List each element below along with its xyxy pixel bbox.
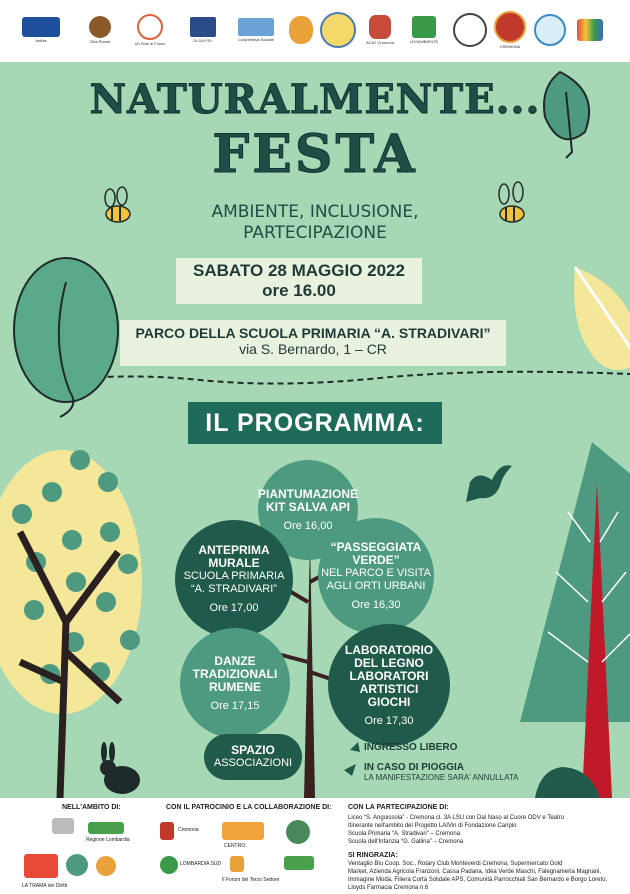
partner-logo-a [66,854,88,876]
date-box [176,258,422,304]
entry-info: INGRESSO LIBERO [364,742,458,753]
subtitle [0,202,630,244]
sponsor-logo-strip [0,0,630,62]
bunny-icon [100,742,140,794]
kite-logo [572,10,608,50]
event-date: SABATO 28 MAGGIO 2022 [193,261,405,280]
participants-list: Liceo “S. Anguissola” - Cremona cl. 3A LSU con Dal Naso al Cuore ODV e Teatro Itinerante nell'ambito del Progetto LAIVin di Fondazione Cariplo Scuola Primaria “A. Stradivari” – Cremona Scuola dell'Infanzia “G. Gallina” – Cremona [348,815,564,845]
di-dapsi-logo: DI.DA.PSI. [180,10,226,50]
place-box [120,320,506,366]
title-line-1: NATURALMENTE... [89,76,541,123]
event-bubble-dances: DANZE TRADIZIONALI RUMENE Ore 17,15 [180,628,290,738]
cooperativa-logo: Cooperativa Sociale [232,10,280,50]
event-bubble-workshops: LABORATORIO DEL LEGNO LABORATORI ARTISTICI GIOCHI Ore 17,30 [328,624,450,746]
bee-logo [286,10,316,50]
event-bubble-mural: ANTEPRIMA MURALE SCUOLA PRIMARIA “A. STRADIVARI” Ore 17,00 [175,520,293,638]
title-line-2: FESTA [212,124,418,185]
circle-logo-1 [320,10,356,50]
acat-logo: ACAT Cremona [360,10,400,50]
footer-participation-title: CON LA PARTECIPAZIONE DI: [348,804,449,811]
subtitle-line: PARTECIPAZIONE [243,223,387,243]
event-bubble-associations: SPAZIO ASSOCIAZIONI [204,734,302,780]
forum-logo [230,856,244,872]
footer-patronage-title: CON IL PATROCINIO E LA COLLABORAZIONE DI: [166,804,332,811]
thanks-list: Ventaglio Blu Coop. Soc., Rotary Club Monteverdi Cremona, Supermercato Gold Market, Azienda Agricola Franzoni, Cassa Padana, Idea Verde Maschi, Falegnameria Magnani, Immagine Moda, Filiera Corta Solidale APS, Comunità Parrocchiali San Bernardo e Borgo Loreto, Lloyds Farmacia Cremona n.6 [348,861,608,891]
event-bubble-walk: “PASSEGGIATA VERDE” NEL PARCO E VISITA AGLI ORTI URBANI Ore 16,30 [318,518,434,634]
rain-info: IN CASO DI PIOGGIA LA MANIFESTAZIONE SARA' ANNULLATA [364,762,519,782]
regione-lombardia-logo [88,822,124,834]
sun-logo: Un Sole di Fuoco [128,10,172,50]
lombardia-sud-logo [160,856,178,874]
footer-context-title: NELL'AMBITO DI: [62,804,121,811]
event-time: ore 16.00 [262,281,336,300]
italy-emblem-logo [52,818,74,834]
event-place: PARCO DELLA SCUOLA PRIMARIA “A. STRADIVARI” [135,325,491,341]
citta-rurale-logo: Città Rurale [82,10,118,50]
partner-logo-c [284,856,314,870]
program-header [188,402,442,444]
dashed-path-icon [48,372,630,384]
partner-logo-b [96,856,116,876]
centro-logo [222,822,264,840]
la-trama-logo [24,854,58,878]
circle-logo-2 [452,10,488,50]
legambiente-logo: LEGAMBIENTE [404,10,444,50]
bird-icon [466,465,512,502]
event-bubble-planting: PIANTUMAZIONE KIT SALVA API Ore 16,00 [258,460,358,560]
municipal-logo [286,820,310,844]
emblem-logo: CREMONA [494,10,526,50]
program-title: IL PROGRAMMA: [205,409,425,437]
yellow-leaf-icon [574,267,630,370]
cremona-emblem-logo [160,822,174,840]
anffas-logo: Anffas [20,10,62,50]
footer: NELL'AMBITO DI: Regione Lombardia LA TRAMA dei Diritti CON IL PATROCINIO E LA COLLABORAZIONE DI: Cremona CENTRO LOMBARDIA SUD Il Forum del Terzo Settore CON LA PARTECIPAZIONE DI: Liceo “S. Anguissola” - Cremona cl. 3A LSU con Dal Naso al Cuore ODV e Teatro Itinerante nell'ambito del Progetto LAIVin di Fondazione Cariplo Scuola Primaria “A. Stradivari” – Cremona Scuola dell'Infanzia “G. Gallina” – Cremona SI RINGRAZIA: Ventaglio Blu Coop. Soc., Rotary Club Monteverdi Cremona, Supermercato Gold Market, Azienda Agricola Franzoni, Cassa Padana, Idea Verde Maschi, Falegnameria Magnani, Immagine Moda, Filiera Corta Solidale APS, Comunità Parrocchiali San Bernardo e Borgo Loreto, Lloyds Farmacia Cremona n.6 [0,798,630,894]
main-panel [0,62,630,798]
globe-logo [534,10,566,50]
footer-thanks-title: SI RINGRAZIA: [348,852,398,859]
subtitle-line: AMBIENTE, INCLUSIONE, [211,202,419,222]
pine-tree-icon [520,442,630,722]
event-address: via S. Bernardo, 1 – CR [239,341,387,357]
